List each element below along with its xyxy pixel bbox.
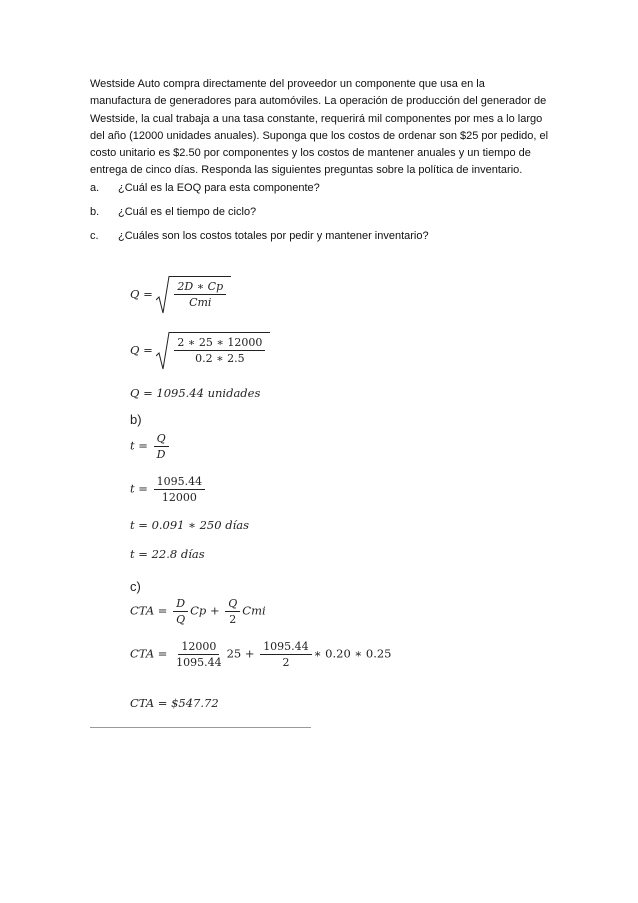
cycle-calc-value: t = 0.091 ∗ 250 [130,518,222,532]
statement-line: manufactura de generadores para automóviles. La operación de producción del generador de [90,95,547,108]
cycle-formula [130,432,171,461]
problem-statement [90,76,550,180]
statement-line: costo unitario es $2.50 por componentes y los costos de mantener anuales y un tiempo de [90,147,531,160]
fraction-denominator: 0.2 ∗ 2.5 [195,352,245,365]
cycle-days-calc [130,518,249,532]
fraction-numerator: 2D ∗ Cp [174,280,226,295]
fraction-denominator: Q [176,613,186,626]
statement-line: Westside, la cual trabaja a una tasa constante, requerirá mil componentes por mes a lo largo [90,112,543,125]
fraction-numerator: Q [225,597,240,612]
fraction-numerator: 12000 [178,640,219,655]
question-letter: b. [90,206,100,218]
question-text: ¿Cuál es el tiempo de ciclo? [118,206,257,218]
formula-term: Cmi [242,603,266,618]
statement-line: Westside Auto compra directamente del proveedor un componente que usa en la [90,78,485,90]
formula-term: ∗ 0.20 ∗ 0.25 [313,646,392,661]
fraction-numerator: 1095.44 [260,640,312,655]
eoq-substitution [130,332,270,370]
fraction-denominator: 2 [229,613,237,626]
total-cost-formula [130,597,266,626]
statement-line: entrega de cinco días. Responda las siguientes preguntas sobre la política de inventario. [90,164,523,177]
eoq-formula [130,276,231,314]
section-b-label: b) [130,412,142,427]
radical-icon [156,276,170,314]
question-letter: a. [90,182,100,194]
sqrt [156,276,231,314]
cycle-result [130,547,205,561]
section-c-label: c) [130,579,141,594]
question-letter: c. [90,230,99,242]
cycle-calc-unit: días [225,518,250,532]
fraction-denominator: 12000 [161,491,197,504]
eoq-result [130,386,260,400]
horizontal-divider [90,727,311,728]
fraction-numerator: Q [154,432,169,447]
fraction-denominator: 2 [282,656,290,669]
total-cost-substitution [130,640,392,669]
eoq-result-unit: unidades [207,386,261,400]
radical-icon [156,332,170,370]
eoq-lhs: Q = [130,343,153,357]
question-text: ¿Cuál es la EOQ para esta componente? [118,182,320,194]
cycle-result-value: t = 22.8 [130,547,178,561]
fraction-numerator: 2 ∗ 25 ∗ 12000 [174,336,265,351]
eoq-result-value: Q = 1095.44 [130,386,204,400]
question-c [90,230,429,242]
question-text: ¿Cuáles son los costos totales por pedir y mantener inventario? [118,230,429,242]
total-cost-lhs: CTA = [130,646,168,661]
question-b [90,206,256,218]
cycle-lhs: t = [130,438,148,453]
fraction-denominator: D [156,448,166,461]
cycle-substitution [130,475,207,504]
eoq-lhs: Q = [130,287,153,301]
question-a [90,182,320,194]
fraction-numerator: 1095.44 [154,475,206,490]
sqrt [156,332,270,370]
total-cost-lhs: CTA = [130,603,168,618]
total-cost-result: CTA = $547.72 [130,696,219,710]
fraction-denominator: Cmi [189,296,212,309]
formula-term: Cp + [190,603,220,618]
fraction-denominator: 1095.44 [176,656,222,669]
statement-line: del año (12000 unidades anuales). Suponga que los costos de ordenar son $25 por pedido, el [90,129,549,142]
cycle-result-unit: días [180,547,205,561]
formula-term: 25 + [226,646,255,661]
cycle-lhs: t = [130,481,148,496]
fraction-numerator: D [173,597,188,612]
